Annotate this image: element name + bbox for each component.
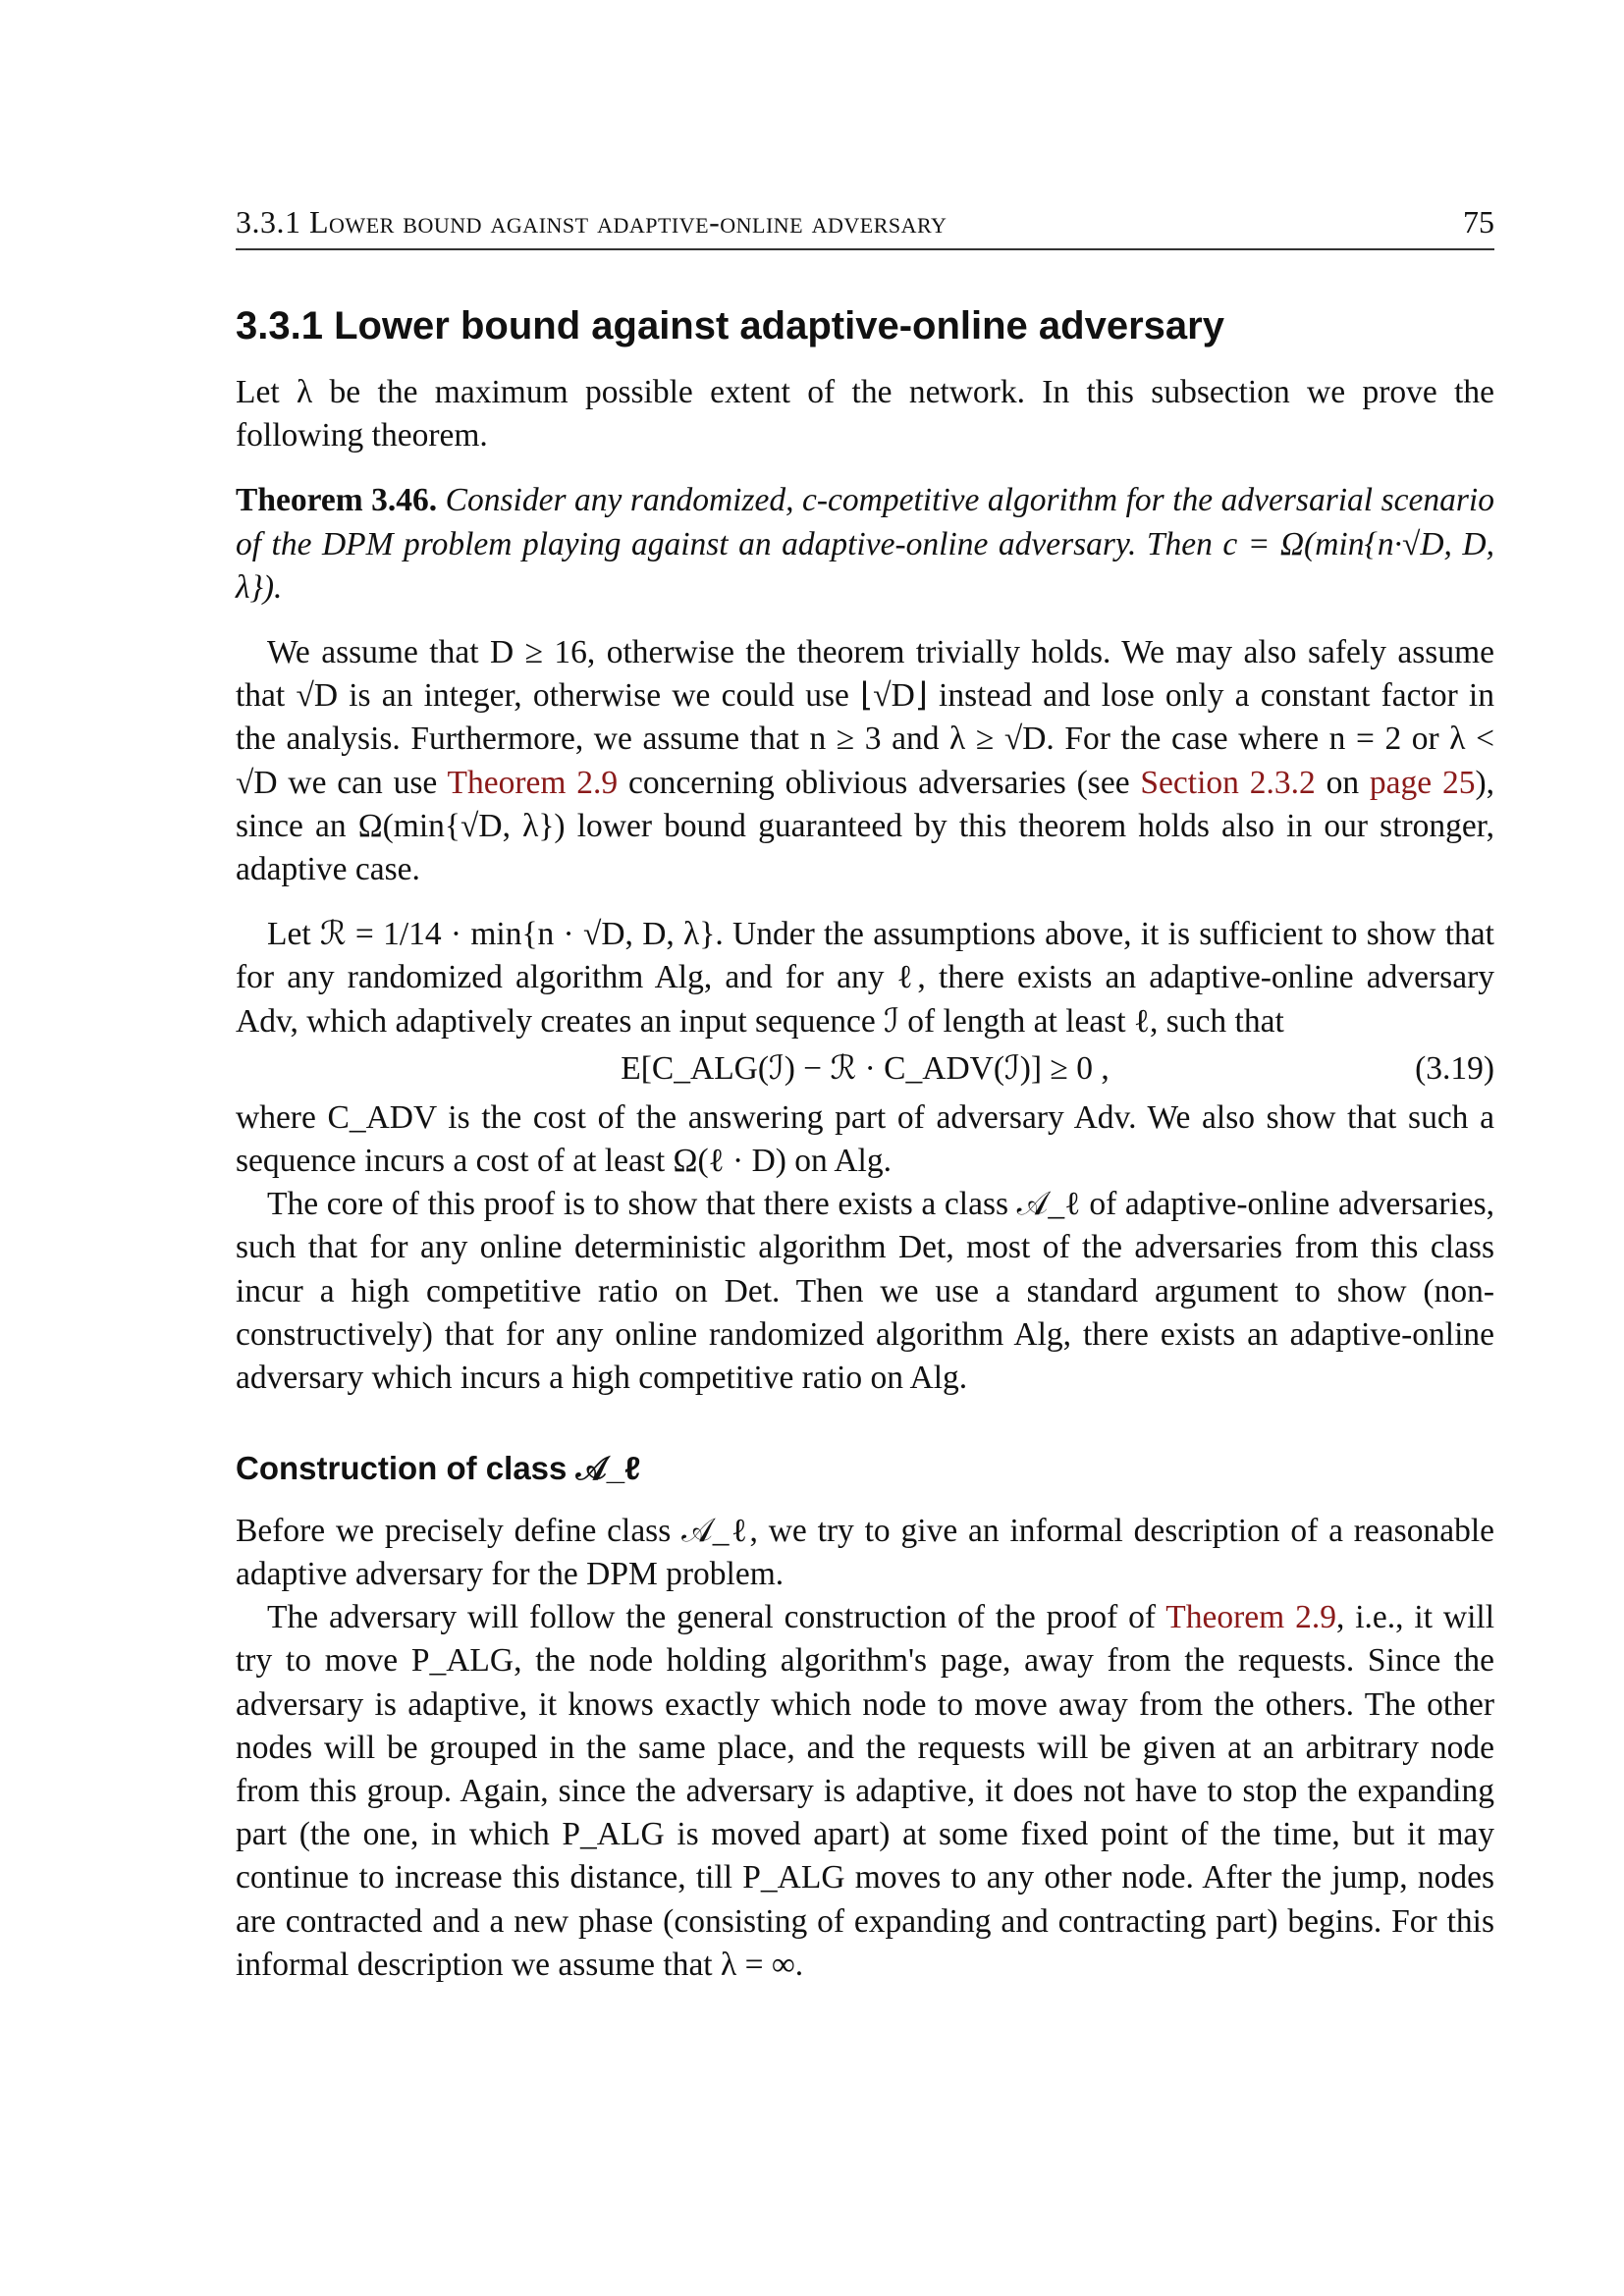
paragraph-assumptions-text-4: ), since an Ω(min{√D, λ}) lower bound guaranteed by this theorem holds also in our stronger, adaptive case. xyxy=(236,764,1495,888)
theorem-label: Theorem 3.46. xyxy=(236,482,438,519)
main-content xyxy=(236,294,1494,1987)
page-number: 75 xyxy=(1463,204,1494,240)
paragraph-assumptions-text-2: concerning oblivious adversaries (see xyxy=(618,764,1141,801)
paragraph-cost: where C_ADV is the cost of the answering part of adversary Adv. We also show that such a sequence incurs a cost of at least Ω(ℓ · D) on Alg. xyxy=(236,1098,1494,1180)
paragraph-ratio-definition: Let ℛ = 1/14 · min{n · √D, D, λ}. Under the assumptions above, it is sufficient to show that for any randomized algorithm Alg, and for any ℓ, there exists an adaptive-online adversary Adv, which adaptively creates an input sequence ℐ of length at least ℓ, such that xyxy=(236,916,1494,1040)
paragraph-assumptions-text-3: on xyxy=(1315,764,1370,801)
equation-expression: E[C_ALG(ℐ) − ℛ · C_ADV(ℐ)] ≥ 0 , xyxy=(621,1049,1110,1087)
paragraph-informal-intro: Before we precisely define class 𝒜_ℓ, we try to give an informal description of a reasonable adaptive adversary for the DPM problem. xyxy=(236,1512,1494,1593)
section-2-3-2-link[interactable]: Section 2.3.2 xyxy=(1140,764,1316,801)
running-head xyxy=(236,204,1494,250)
theorem-block xyxy=(236,479,1494,610)
theorem-body: Consider any randomized, c-competitive algorithm for the adversarial scenario of the DPM problem playing against an adaptive-online adversary. Then c = Ω(min{n·√D, D, λ}). xyxy=(236,482,1494,606)
equation-number: (3.19) xyxy=(1415,1049,1494,1087)
running-head-title: 3.3.1 Lower bound against adaptive-online adversary xyxy=(236,204,947,240)
paragraph-adversary-text-1: The adversary will follow the general construction of the proof of xyxy=(267,1599,1166,1636)
theorem-2-9-link[interactable]: Theorem 2.9 xyxy=(447,764,619,801)
paragraph-assumptions xyxy=(236,631,1494,891)
paragraph-proof-core: The core of this proof is to show that there exists a class 𝒜_ℓ of adaptive-online adversaries, such that for any online deterministic algorithm Det, most of the adversaries from this class incur a high competitive ratio on Det. Then we use a standard argument to show (non-constructively) that for any online randomized algorithm Alg, there exists an adaptive-online adversary which incurs a high competitive ratio on Alg. xyxy=(236,1186,1494,1397)
equation-3-19 xyxy=(236,1047,1494,1091)
theorem-2-9-link-2[interactable]: Theorem 2.9 xyxy=(1165,1599,1336,1636)
paragraph-adversary-text-2: , i.e., it will try to move P_ALG, the node holding algorithm's page, away from the requests. Since the adversary is adaptive, it knows exactly which node to move away from the others. The other nodes will be grouped in the same place, and the requests will be given at an arbitrary node from this group. Again, since the adversary is adaptive, it does not have to stop the expanding part (the one, in which P_ALG is moved apart) at some fixed point of the time, but it may continue to increase this distance, till P_ALG moves to any other node. After the jump, nodes are contracted and a new phase (consisting of expanding and contracting part) begins. For this informal description we assume that λ = ∞. xyxy=(236,1599,1494,1983)
paragraph-assumptions-text-1: We assume that D ≥ 16, otherwise the theorem trivially holds. We may also safely assume that √D is an integer, otherwise we could use ⌊√D⌋ instead and lose only a constant factor in the analysis. Furthermore, we assume that n ≥ 3 and λ ≥ √D. For the case where n = 2 or λ < √D we can use xyxy=(236,634,1494,801)
section-title: 3.3.1 Lower bound against adaptive-online adversary xyxy=(236,304,1224,347)
page-25-link[interactable]: page 25 xyxy=(1369,764,1476,801)
paragraph-adversary-description xyxy=(236,1596,1494,1987)
subsection-title: Construction of class 𝒜_ℓ xyxy=(236,1450,641,1487)
intro-paragraph: Let λ be the maximum possible extent of the network. In this subsection we prove the following theorem. xyxy=(236,374,1494,454)
